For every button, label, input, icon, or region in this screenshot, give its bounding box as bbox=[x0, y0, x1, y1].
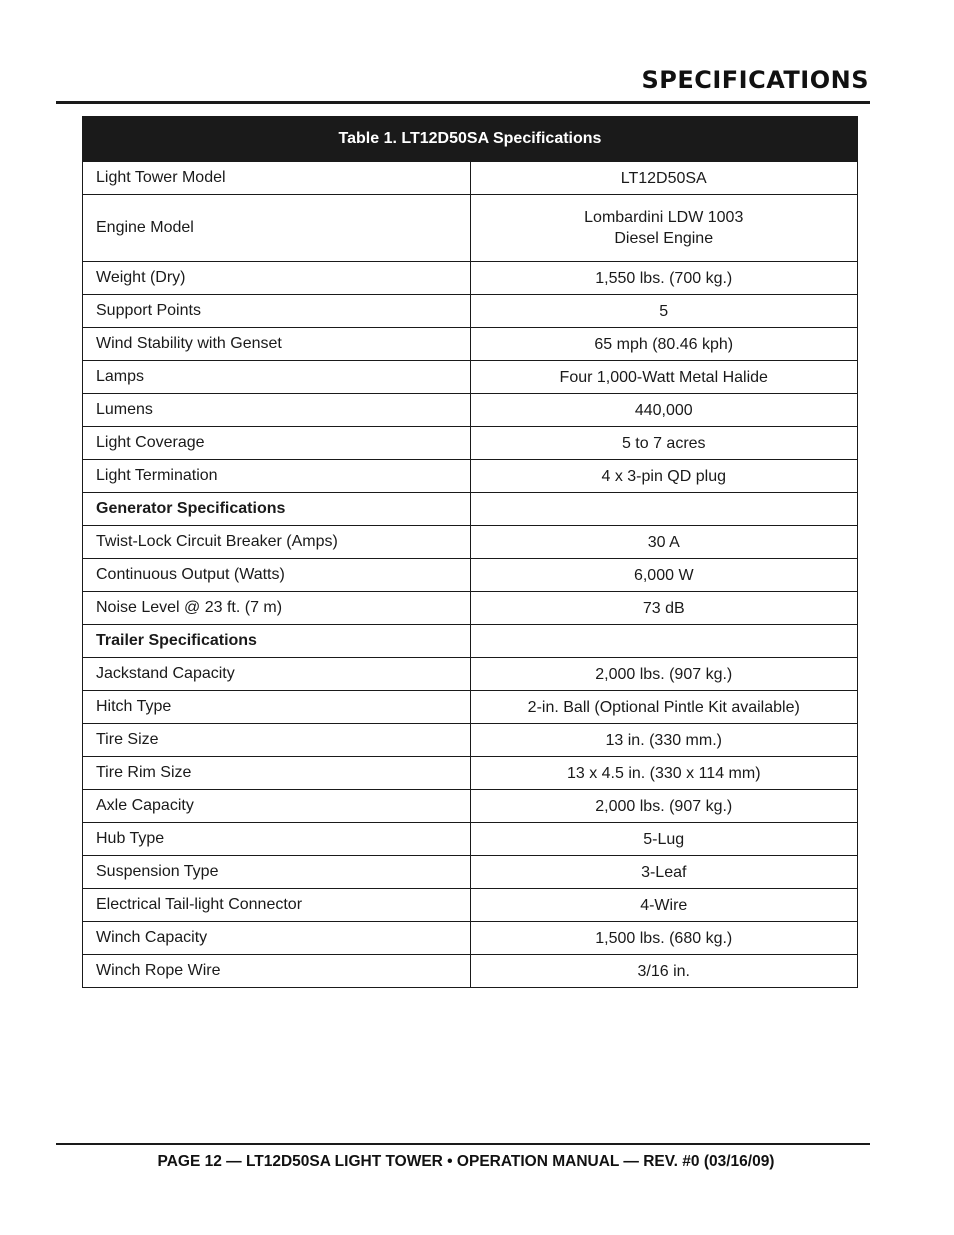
table-row bbox=[83, 658, 858, 691]
section-title: SPECIFICATIONS bbox=[641, 66, 869, 94]
spec-value-line: 5 to 7 acres bbox=[621, 434, 706, 452]
spec-value bbox=[470, 724, 858, 757]
top-rule bbox=[56, 101, 870, 104]
table-row bbox=[83, 691, 858, 724]
table-section-row bbox=[83, 625, 858, 658]
spec-label: Light Termination bbox=[83, 460, 471, 493]
spec-value-line: LT12D50SA bbox=[620, 169, 707, 187]
table-caption: Table 1. LT12D50SA Specifications bbox=[83, 117, 858, 162]
spec-value bbox=[470, 361, 858, 394]
spec-value-line: 3-Leaf bbox=[641, 863, 687, 881]
spec-label: Axle Capacity bbox=[83, 790, 471, 823]
spec-label: Lumens bbox=[83, 394, 471, 427]
spec-value-line: 5-Lug bbox=[643, 830, 685, 848]
spec-value bbox=[470, 162, 858, 195]
spec-value bbox=[470, 460, 858, 493]
spec-label: Light Coverage bbox=[83, 427, 471, 460]
table-row bbox=[83, 955, 858, 988]
page-footer: PAGE 12 — LT12D50SA LIGHT TOWER • OPERATION MANUAL — REV. #0 (03/16/09) bbox=[157, 1153, 775, 1170]
spec-label: Wind Stability with Genset bbox=[83, 328, 471, 361]
spec-value bbox=[470, 195, 858, 262]
table-body bbox=[83, 162, 858, 988]
spec-value bbox=[470, 856, 858, 889]
spec-value bbox=[470, 262, 858, 295]
table-row bbox=[83, 295, 858, 328]
table-row bbox=[83, 361, 858, 394]
spec-value-line: Four 1,000-Watt Metal Halide bbox=[559, 368, 768, 386]
spec-value-line: 5 bbox=[659, 302, 669, 320]
spec-label: Engine Model bbox=[83, 195, 471, 262]
spec-value-line: 1,500 lbs. (680 kg.) bbox=[595, 929, 733, 947]
spec-value bbox=[470, 658, 858, 691]
spec-value bbox=[470, 394, 858, 427]
specifications-table bbox=[82, 116, 858, 988]
table-row bbox=[83, 526, 858, 559]
table-row bbox=[83, 394, 858, 427]
spec-value-line: 13 x 4.5 in. (330 x 114 mm) bbox=[566, 764, 761, 782]
spec-value bbox=[470, 625, 858, 658]
spec-label: Suspension Type bbox=[83, 856, 471, 889]
spec-value bbox=[470, 790, 858, 823]
table-row bbox=[83, 328, 858, 361]
spec-value-line: Diesel Engine bbox=[614, 230, 714, 247]
spec-label: Hitch Type bbox=[83, 691, 471, 724]
spec-value bbox=[470, 559, 858, 592]
table-row bbox=[83, 559, 858, 592]
spec-value bbox=[470, 922, 858, 955]
spec-value-line: 4-Wire bbox=[640, 896, 688, 914]
spec-value bbox=[470, 691, 858, 724]
spec-label: Jackstand Capacity bbox=[83, 658, 471, 691]
spec-label: Trailer Specifications bbox=[83, 625, 471, 658]
spec-value-line: Lombardini LDW 1003 bbox=[584, 209, 744, 226]
spec-label: Generator Specifications bbox=[83, 493, 471, 526]
table-row bbox=[83, 724, 858, 757]
spec-label: Hub Type bbox=[83, 823, 471, 856]
spec-label: Support Points bbox=[83, 295, 471, 328]
spec-value-line: 2,000 lbs. (907 kg.) bbox=[595, 797, 733, 815]
spec-label: Electrical Tail-light Connector bbox=[83, 889, 471, 922]
spec-label: Lamps bbox=[83, 361, 471, 394]
spec-value bbox=[470, 955, 858, 988]
spec-label: Light Tower Model bbox=[83, 162, 471, 195]
spec-label: Continuous Output (Watts) bbox=[83, 559, 471, 592]
spec-label: Winch Rope Wire bbox=[83, 955, 471, 988]
spec-label: Tire Size bbox=[83, 724, 471, 757]
table-row bbox=[83, 592, 858, 625]
spec-value bbox=[470, 526, 858, 559]
table-row bbox=[83, 162, 858, 195]
spec-value-line: 3/16 in. bbox=[637, 962, 690, 980]
spec-label: Tire Rim Size bbox=[83, 757, 471, 790]
spec-value-line: 30 A bbox=[647, 533, 680, 551]
spec-value bbox=[470, 823, 858, 856]
spec-label: Winch Capacity bbox=[83, 922, 471, 955]
spec-value-line: 2,000 lbs. (907 kg.) bbox=[595, 665, 733, 683]
spec-value bbox=[470, 427, 858, 460]
table-row bbox=[83, 757, 858, 790]
table-header-row bbox=[83, 117, 858, 162]
spec-value bbox=[470, 328, 858, 361]
spec-value bbox=[470, 493, 858, 526]
table-section-row bbox=[83, 493, 858, 526]
table-row bbox=[83, 460, 858, 493]
spec-label: Noise Level @ 23 ft. (7 m) bbox=[83, 592, 471, 625]
table-row bbox=[83, 856, 858, 889]
spec-value-line: 6,000 W bbox=[633, 566, 694, 584]
spec-value bbox=[470, 757, 858, 790]
table-row bbox=[83, 922, 858, 955]
spec-value-line: 440,000 bbox=[634, 401, 693, 419]
spec-value-line: 13 in. (330 mm.) bbox=[605, 731, 722, 749]
bottom-rule bbox=[56, 1143, 870, 1145]
spec-label: Weight (Dry) bbox=[83, 262, 471, 295]
table-row bbox=[83, 427, 858, 460]
table-row bbox=[83, 262, 858, 295]
spec-value-line: 4 x 3-pin QD plug bbox=[601, 467, 726, 485]
table-row bbox=[83, 195, 858, 262]
spec-value-line: 2-in. Ball (Optional Pintle Kit available) bbox=[527, 698, 800, 716]
table-row bbox=[83, 790, 858, 823]
spec-value bbox=[470, 592, 858, 625]
spec-value bbox=[470, 295, 858, 328]
spec-value-line: 73 dB bbox=[642, 599, 685, 617]
spec-value bbox=[470, 889, 858, 922]
spec-value-line: 65 mph (80.46 kph) bbox=[594, 335, 734, 353]
table-row bbox=[83, 889, 858, 922]
spec-value-line: 1,550 lbs. (700 kg.) bbox=[595, 269, 733, 287]
spec-label: Twist-Lock Circuit Breaker (Amps) bbox=[83, 526, 471, 559]
table-row bbox=[83, 823, 858, 856]
